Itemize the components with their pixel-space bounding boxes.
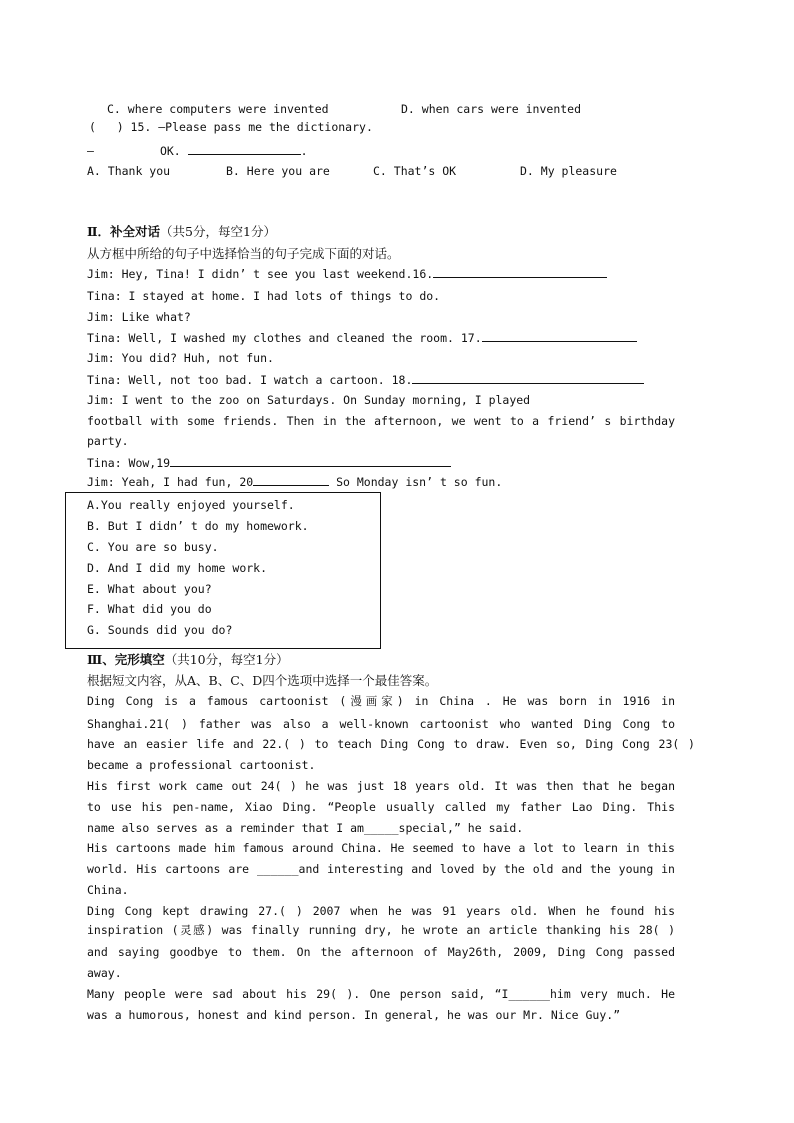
section2-heading	[87, 224, 276, 239]
passage-p5-line-1: Many people were sad about his 29( ). One person said, “I______him very much. He	[87, 987, 675, 1001]
section3-note: （共10分，每空1分）	[164, 652, 289, 667]
q14-option-c: C. where computers were invented	[107, 102, 329, 116]
q15-option-d: D. My pleasure	[520, 164, 617, 178]
passage-p3-line-3: China.	[87, 883, 129, 897]
q15-reply-text: OK.	[159, 144, 181, 158]
answer-blank-20	[253, 474, 329, 486]
section2-instruction: 从方框中所给的句子中选择恰当的句子完成下面的对话。	[87, 246, 400, 261]
box-option-a: A.You really enjoyed yourself.	[87, 498, 295, 512]
passage-p4-line-2: inspiration (灵感) was finally running dry, he wrote an article thanking his 28( )	[87, 923, 675, 937]
section2-note: （共5分，每空1分）	[160, 224, 276, 239]
answer-blank-18	[412, 372, 644, 384]
section2-title: Ⅱ．补全对话	[87, 224, 161, 239]
passage-p1-line-4: became a professional cartoonist.	[87, 758, 316, 772]
passage-p3-line-2: world. His cartoons are ______and interesting and loved by the old and the young in	[87, 862, 675, 876]
passage-p4-line-1: Ding Cong kept drawing 27.( ) 2007 when he was 91 years old. When he found his	[87, 904, 675, 918]
q15-option-b: B. Here you are	[226, 164, 330, 178]
q15-answer-blank	[188, 143, 301, 155]
dialogue-line-3: Jim: Like what?	[87, 310, 191, 324]
dialogue-line-1	[87, 266, 607, 282]
section3-heading	[87, 652, 289, 667]
box-option-b: B. But I didn’ t do my homework.	[87, 519, 309, 533]
dialogue-text: Jim: Yeah, I had fun, 20	[87, 475, 254, 489]
dialogue-line-7: Jim: I went to the zoo on Saturdays. On Sunday morning, I played	[87, 393, 531, 407]
q15-reply-dash: —	[87, 144, 94, 158]
passage-p1-line-2: Shanghai.21( ) father was also a well-known cartoonist who wanted Ding Cong to	[87, 717, 675, 731]
passage-p2-line-2: to use his pen-name, Xiao Ding. “People usually called my father Lao Ding. This	[87, 800, 675, 814]
box-option-d: D. And I did my home work.	[87, 561, 268, 575]
dialogue-text: Jim: Hey, Tina! I didn’ t see you last weekend.16.	[87, 267, 434, 281]
dialogue-line-4	[87, 330, 637, 346]
q15-reply-end: .	[300, 144, 308, 158]
box-option-e: E. What about you?	[87, 582, 212, 596]
box-option-f: F. What did you do	[87, 602, 212, 616]
passage-p4-line-4: away.	[87, 966, 122, 980]
passage-p1-line-1: Ding Cong is a famous cartoonist (漫画家) in China . He was born in 1916 in	[87, 694, 675, 708]
dialogue-line-11	[87, 474, 502, 490]
box-option-c: C. You are so busy.	[87, 540, 219, 554]
passage-p3-line-1: His cartoons made him famous around China. He seemed to have a lot to learn in this	[87, 841, 675, 855]
dialogue-line-5: Jim: You did? Huh, not fun.	[87, 351, 274, 365]
dialogue-text: Tina: Well, not too bad. I watch a cartoon. 18.	[87, 373, 413, 387]
section3-instruction: 根据短文内容，从A、B、C、D四个选项中选择一个最佳答案。	[87, 673, 438, 688]
section3-title: Ⅲ、完形填空	[87, 652, 165, 667]
passage-p4-line-3: and saying goodbye to them. On the afternoon of May26th, 2009, Ding Cong passed	[87, 945, 675, 959]
q15-option-a: A. Thank you	[87, 164, 171, 178]
q14-option-d: D. when cars were invented	[401, 102, 582, 116]
dialogue-line-6	[87, 372, 644, 388]
dialogue-line-10	[87, 455, 451, 471]
answer-blank-16	[433, 266, 607, 278]
q15-option-c: C. That’s OK	[373, 164, 457, 178]
dialogue-line-9: party.	[87, 434, 129, 448]
passage-p2-line-1: His first work came out 24( ) he was just 18 years old. It was then that he began	[87, 779, 675, 793]
dialogue-line-2: Tina: I stayed at home. I had lots of things to do.	[87, 289, 441, 303]
q15-stem: ( ) 15. —Please pass me the dictionary.	[89, 120, 373, 134]
answer-blank-17	[482, 330, 637, 342]
passage-p1-line-3: have an easier life and 22.( ) to teach Ding Cong to draw. Even so, Ding Cong 23( )	[87, 737, 695, 751]
options-box	[65, 492, 381, 649]
dialogue-line-8: football with some friends. Then in the afternoon, we went to a friend’ s birthday	[87, 414, 675, 428]
dialogue-text: So Monday isn’ t so fun.	[329, 475, 503, 489]
dialogue-text: Tina: Wow,19	[87, 456, 171, 470]
passage-p2-line-3: name also serves as a reminder that I am_____special,” he said.	[87, 821, 524, 835]
answer-blank-19	[170, 455, 451, 467]
box-option-g: G. Sounds did you do?	[87, 623, 233, 637]
q15-reply	[87, 143, 308, 159]
passage-p5-line-2: was a humorous, honest and kind person. In general, he was our Mr. Nice Guy.”	[87, 1008, 621, 1022]
dialogue-text: Tina: Well, I washed my clothes and cleaned the room. 17.	[87, 331, 482, 345]
